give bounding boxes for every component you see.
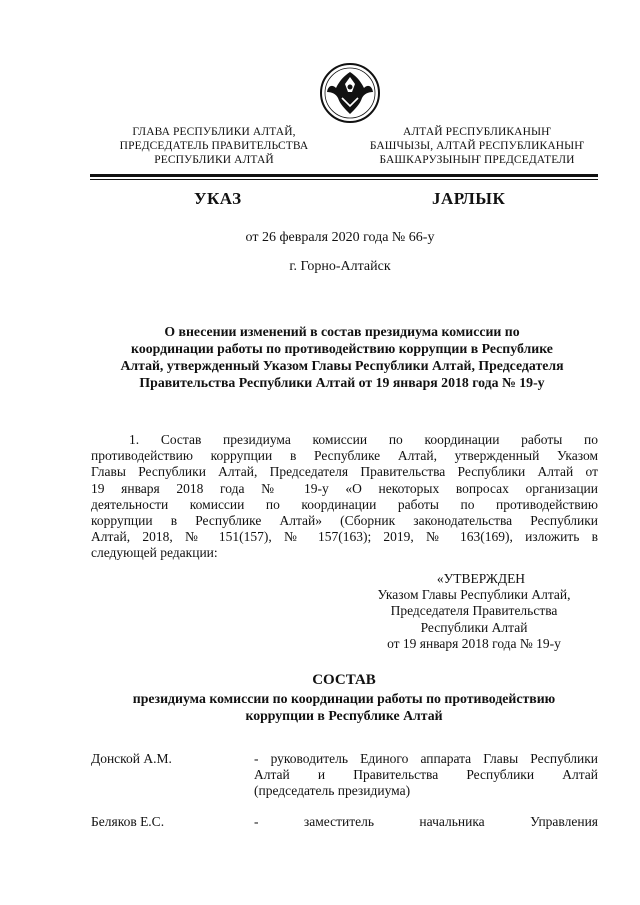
- approved-line: от 19 января 2018 года № 19-у: [387, 635, 561, 651]
- approved-line: Республики Алтай: [420, 619, 528, 635]
- header-right-line: АЛТАЙ РЕСПУБЛИКАНЫҤ: [403, 126, 551, 138]
- member-name: Беляков Е.С.: [91, 814, 165, 829]
- approved-block: [360, 571, 588, 652]
- body-line: Главы Республики Алтай, Председателя Правительства Республики Алтай от: [91, 464, 598, 480]
- body-line: 1. Состав президиума комиссии по координации работы по: [129, 432, 598, 447]
- member-role-line: (председатель президиума): [254, 783, 411, 799]
- header-right-line: БАШКАРУЗЫНЫҤ ПРЕДСЕДАТЕЛИ: [379, 154, 575, 166]
- approved-line: «УТВЕРЖДЕН: [436, 571, 526, 586]
- composition-subtitle: [90, 690, 598, 724]
- body-line: следующей редакции:: [91, 545, 218, 561]
- decree-title-line: Правительства Республики Алтай от 19 января 2018 года № 19-у: [139, 375, 545, 390]
- header-left-line: ПРЕДСЕДАТЕЛЬ ПРАВИТЕЛЬСТВА: [119, 140, 309, 152]
- member-role-line: - руководитель Единого аппарата Главы Республики: [254, 751, 598, 766]
- member-name: Донской А.М.: [91, 751, 172, 766]
- composition-subtitle-line: президиума комиссии по координации работы по противодействию: [132, 691, 556, 706]
- body-line: Алтай, 2018, № 151(157), № 157(163); 2019, № 163(169), изложить в: [91, 529, 598, 545]
- decree-title: [84, 323, 600, 391]
- member-role-line: Алтай и Правительства Республики Алтай: [254, 767, 598, 783]
- decree-title-line: О внесении изменений в состав президиума комиссии по: [164, 324, 520, 339]
- doc-type-left: УКАЗ: [194, 189, 242, 208]
- header-right-line: БАШЧЫЗЫ, АЛТАЙ РЕСПУБЛИКАНЫҤ: [369, 140, 585, 152]
- coat-of-arms-emblem: [318, 62, 382, 124]
- member-role: [254, 814, 598, 830]
- body-paragraph: [91, 432, 598, 562]
- header-left-line: РЕСПУБЛИКИ АЛТАЙ: [154, 154, 274, 166]
- body-line: коррупции в Республике Алтай» (Сборник законодательства Республики: [91, 513, 598, 529]
- decree-title-line: координации работы по противодействию коррупции в Республике: [131, 341, 553, 356]
- body-line: противодействию коррупции в Республике Алтай, утвержденный Указом: [91, 448, 598, 464]
- composition-subtitle-line: коррупции в Республике Алтай: [245, 708, 443, 723]
- body-line: деятельности комиссии по координации работы по противодействию: [91, 496, 598, 512]
- header-left-block: [100, 125, 328, 167]
- doc-type-right: JАРЛЫК: [432, 189, 506, 208]
- composition-title: СОСТАВ: [312, 672, 376, 688]
- member-role: [254, 751, 598, 800]
- header-rule-thin: [90, 179, 598, 180]
- header-rule-thick: [90, 174, 598, 177]
- approved-line: Указом Главы Республики Алтай,: [377, 587, 571, 603]
- decree-title-line: Алтай, утвержденный Указом Главы Республики Алтай, Председателя: [120, 358, 564, 373]
- approved-line: Председателя Правительства: [390, 603, 558, 619]
- date-line: от 26 февраля 2020 года № 66-у: [245, 230, 435, 245]
- city-line: г. Горно-Алтайск: [289, 259, 391, 274]
- header-right-block: [348, 125, 606, 167]
- body-line: 19 января 2018 года № 19-у «О некоторых вопросах организации: [91, 480, 598, 496]
- member-role-line: - заместитель начальника Управления: [254, 814, 598, 829]
- header-left-line: ГЛАВА РЕСПУБЛИКИ АЛТАЙ,: [132, 126, 296, 138]
